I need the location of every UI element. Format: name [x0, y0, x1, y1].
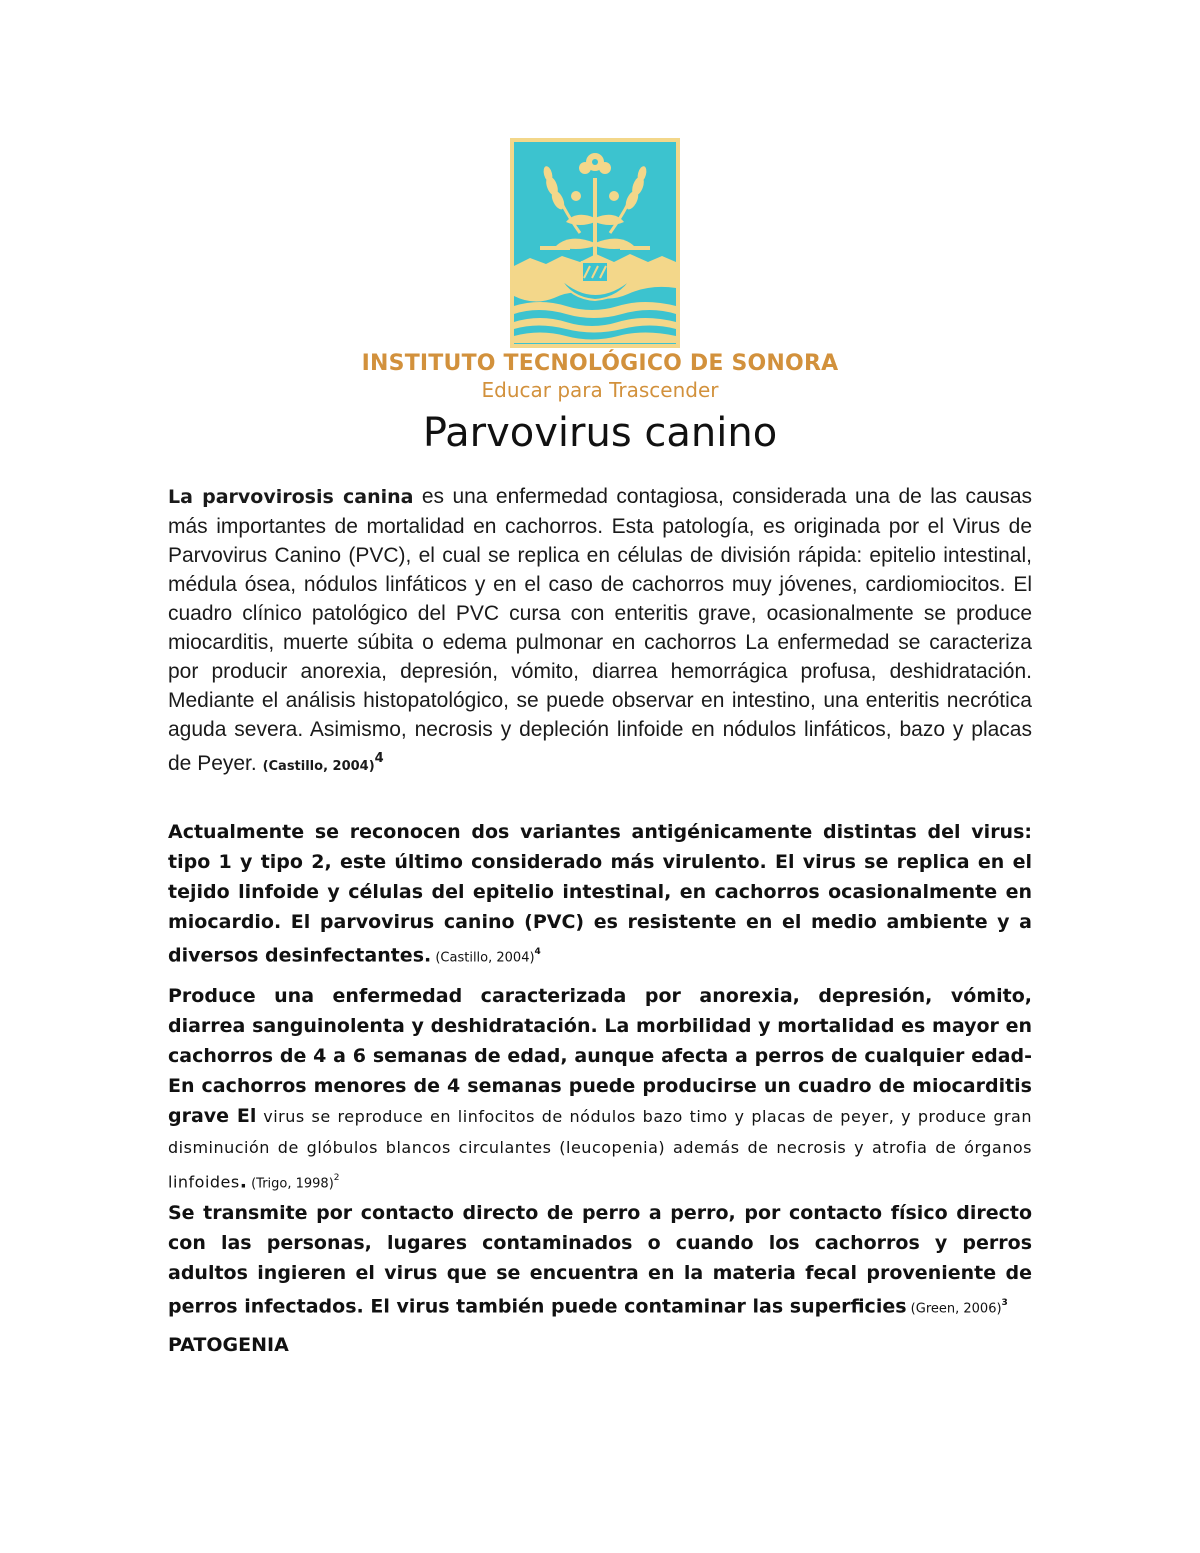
paragraph-3-bold-text: Produce una enfermedad caracterizada por anorexia, depresión, vómito, diarrea sanguinolenta y deshidratación. La morbilidad y mortalidad es mayor en cachorros de 4 a 6 semanas de edad, aunque afecta a perros de cualquier edad- En cachorros menores de 4 semanas puede producirse un cuadro de miocarditis grave El	[168, 985, 1032, 1127]
section-heading: PATOGENIA	[168, 1334, 289, 1356]
paragraph-2-text: Actualmente se reconocen dos variantes antigénicamente distintas del virus: tipo 1 y tipo 2, este último considerado más virulento. El virus se replica en el tejido linfoide y células del epitelio intestinal, en cachorros ocasionalmente en miocardio. El parvovirus canino (PVC) es resistente en el medio ambiente y a diversos desinfectantes.	[168, 821, 1032, 967]
paragraph-3-period: .	[239, 1170, 247, 1193]
paragraph-4	[168, 1198, 1032, 1324]
citation: (Trigo, 1998)	[246, 1176, 334, 1192]
logo-emblem-icon	[510, 138, 680, 348]
reference-number: 3	[1001, 1298, 1008, 1308]
paragraph-3-light-text: virus se reproduce en linfocitos de nódulos bazo timo y placas de peyer, y produce gran disminución de glóbulos blancos circulantes (leucopenia) además de necrosis y atrofia de órganos linfoides	[168, 1107, 1032, 1192]
paragraph-3	[168, 981, 1032, 1199]
paragraph-1-lead: La parvovirosis canina	[168, 486, 414, 508]
paragraph-2	[168, 817, 1032, 973]
institution-motto: Educar para Trascender	[481, 378, 719, 402]
citation: (Green, 2006)	[906, 1301, 1002, 1317]
paragraph-4-text: Se transmite por contacto directo de perro a perro, por contacto físico directo con las personas, lugares contaminados o cuando los cachorros y perros adultos ingieren el virus que se encuentra en la materia fecal proveniente de perros infectados. El virus también puede contaminar las superficies	[168, 1202, 1032, 1318]
reference-number: 4	[534, 947, 541, 957]
citation: (Castillo, 2004)	[262, 759, 375, 774]
document-title: Parvovirus canino	[422, 410, 778, 456]
citation: (Castillo, 2004)	[431, 950, 535, 966]
reference-number: 2	[333, 1173, 340, 1183]
reference-number: 4	[374, 751, 384, 766]
paragraph-1-text: es una enfermedad contagiosa, considerada una de las causas más importantes de mortalidad en cachorros. Esta patología, es originada por el Virus de Parvovirus Canino (PVC), el cual se replica en células de división rápida: epitelio intestinal, médula ósea, nódulos linfáticos y en el caso de cachorros muy jóvenes, cardiomiocitos. El cuadro clínico patológico del PVC cursa con enteritis grave, ocasionalmente se produce miocarditis, muerte súbita o edema pulmonar en cachorros La enfermedad se caracteriza por producir anorexia, depresión, vómito, diarrea hemorrágica profusa, deshidratación. Mediante el análisis histopatológico, se puede observar en intestino, una enteritis necrótica aguda severa. Asimismo, necrosis y depleción linfoide en nódulos linfáticos, bazo y placas de Peyer.	[168, 485, 1032, 775]
institution-logo	[510, 138, 680, 348]
paragraph-1	[168, 482, 1032, 781]
institution-name: INSTITUTO TECNOLÓGICO DE SONORA	[361, 351, 839, 376]
